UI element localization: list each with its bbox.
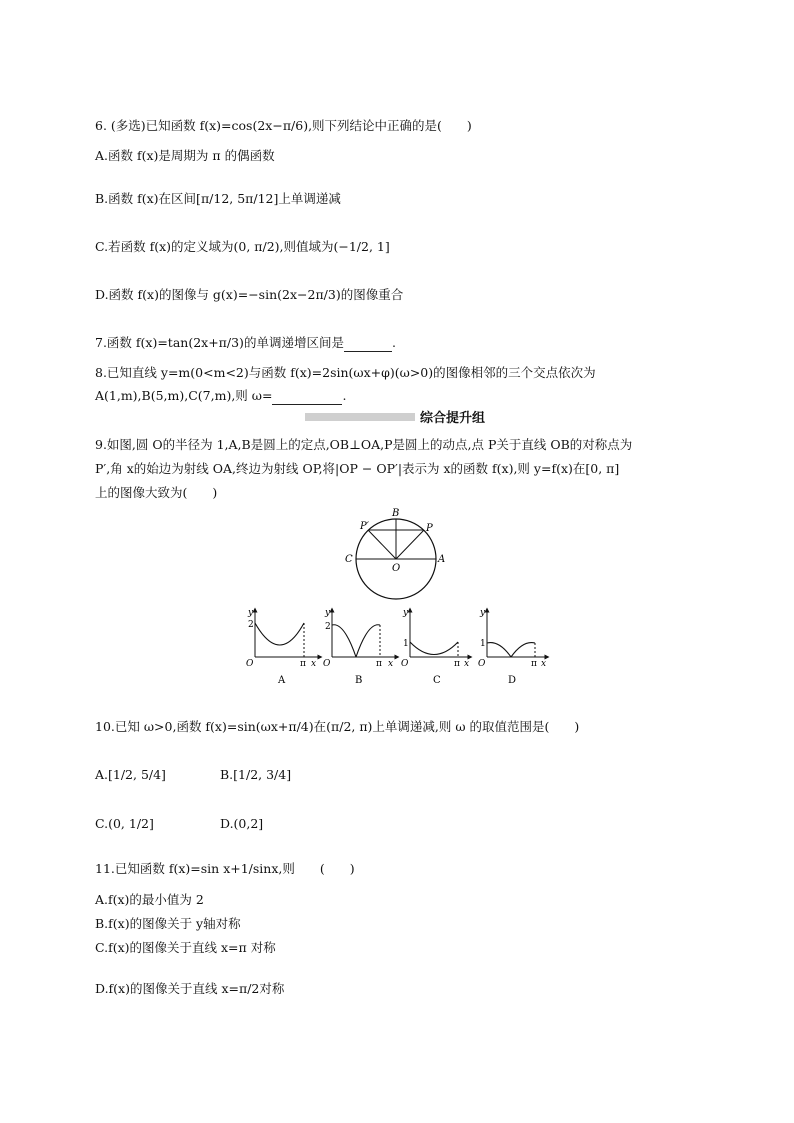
q10-option-d: D.(0,2] xyxy=(220,816,264,831)
graph-c-label: C xyxy=(433,675,441,686)
graph-c-origin: O xyxy=(401,659,409,669)
segment-op xyxy=(396,530,424,559)
q8-line1: 8.已知直线 y=m(0<m<2)与函数 f(x)=2sin(ωx+φ)(ω>0)的图像相邻的三个交点依次为 xyxy=(95,365,596,380)
graph-d xyxy=(478,608,547,686)
q8-end: . xyxy=(342,388,347,403)
graph-b-ylabel: y xyxy=(325,608,331,618)
section-title: 综合提升组 xyxy=(420,411,486,426)
q7-answer-blank[interactable] xyxy=(344,339,392,352)
q11-option-d: D.f(x)的图像关于直线 x=π/2对称 xyxy=(95,981,285,996)
segment-opp xyxy=(368,530,396,559)
graph-a-ytick: 2 xyxy=(248,620,254,630)
graph-a-curve xyxy=(255,623,304,645)
q7-end: . xyxy=(391,335,396,350)
graph-a-pi: π xyxy=(300,659,306,669)
q6-option-b: B.函数 f(x)在区间[π/12, 5π/12]上单调递减 xyxy=(95,191,341,206)
label-pp: P′ xyxy=(360,521,369,532)
q10-option-b: B.[1/2, 3/4] xyxy=(220,767,292,782)
section-bar xyxy=(305,413,415,421)
graph-c xyxy=(401,608,470,686)
graph-d-origin: O xyxy=(478,659,486,669)
label-o: O xyxy=(392,563,401,574)
graph-c-ytick: 1 xyxy=(403,639,409,649)
q8-line2: A(1,m),B(5,m),C(7,m),则 ω= xyxy=(95,388,273,403)
graph-a xyxy=(246,608,320,686)
graph-d-xlabel: x xyxy=(541,659,547,669)
graph-a-origin: O xyxy=(246,659,254,669)
graph-a-ylabel: y xyxy=(248,608,254,618)
label-c: C xyxy=(345,554,353,565)
q7-stem: 7.函数 f(x)=tan(2x+π/3)的单调递增区间是 xyxy=(95,335,344,350)
q10-option-c: C.(0, 1/2] xyxy=(95,816,154,831)
graph-b xyxy=(323,608,397,686)
graph-b-xlabel: x xyxy=(388,659,394,669)
q11-stem: 11.已知函数 f(x)=sin x+1/sinx,则 ( ) xyxy=(95,861,355,876)
q10-stem: 10.已知 ω>0,函数 f(x)=sin(ωx+π/4)在(π/2, π)上单调递减,则 ω 的取值范围是( ) xyxy=(95,719,580,734)
q6-stem: 6. (多选)已知函数 f(x)=cos(2x−π/6),则下列结论中正确的是( ) xyxy=(95,118,472,133)
graph-d-pi: π xyxy=(531,659,537,669)
graph-c-ylabel: y xyxy=(403,608,409,618)
graph-a-xlabel: x xyxy=(311,659,317,669)
graph-d-ylabel: y xyxy=(480,608,486,618)
graph-b-label: B xyxy=(355,675,363,686)
graph-b-origin: O xyxy=(323,659,331,669)
q11-option-b: B.f(x)的图像关于 y轴对称 xyxy=(95,916,241,931)
label-b: B xyxy=(392,508,400,519)
q10-option-a: A.[1/2, 5/4] xyxy=(95,767,166,782)
q11-option-a: A.f(x)的最小值为 2 xyxy=(95,892,204,907)
q9-circle-figure xyxy=(340,505,460,615)
q9-option-graphs xyxy=(240,605,560,690)
q8-line2-wrap xyxy=(95,387,346,405)
label-a: A xyxy=(438,554,446,565)
q6-option-d: D.函数 f(x)的图像与 g(x)=−sin(2x−2π/3)的图像重合 xyxy=(95,287,404,302)
graph-d-ytick: 1 xyxy=(480,639,486,649)
graph-b-ytick: 2 xyxy=(325,622,331,632)
graph-c-xlabel: x xyxy=(464,659,470,669)
q9-line1: 9.如图,圆 O的半径为 1,A,B是圆上的定点,OB⊥OA,P是圆上的动点,点 P关于直线 OB的对称点为 xyxy=(95,437,633,452)
graph-a-label: A xyxy=(278,675,286,686)
q6-option-c: C.若函数 f(x)的定义域为(0, π/2),则值域为(−1/2, 1] xyxy=(95,239,390,254)
label-p: P xyxy=(426,523,433,534)
graph-b-pi: π xyxy=(376,659,382,669)
graph-c-pi: π xyxy=(454,659,460,669)
q9-line3: 上的图像大致为( ) xyxy=(95,485,218,500)
q6-option-a: A.函数 f(x)是周期为 π 的偶函数 xyxy=(95,148,275,163)
q7-line xyxy=(95,334,396,352)
q9-line2: P′,角 x的始边为射线 OA,终边为射线 OP,将|OP − OP′|表示为 x的函数 f(x),则 y=f(x)在[0, π] xyxy=(95,461,620,476)
graph-d-label: D xyxy=(508,675,517,686)
q11-option-c: C.f(x)的图像关于直线 x=π 对称 xyxy=(95,940,276,955)
q8-answer-blank[interactable] xyxy=(272,392,342,405)
